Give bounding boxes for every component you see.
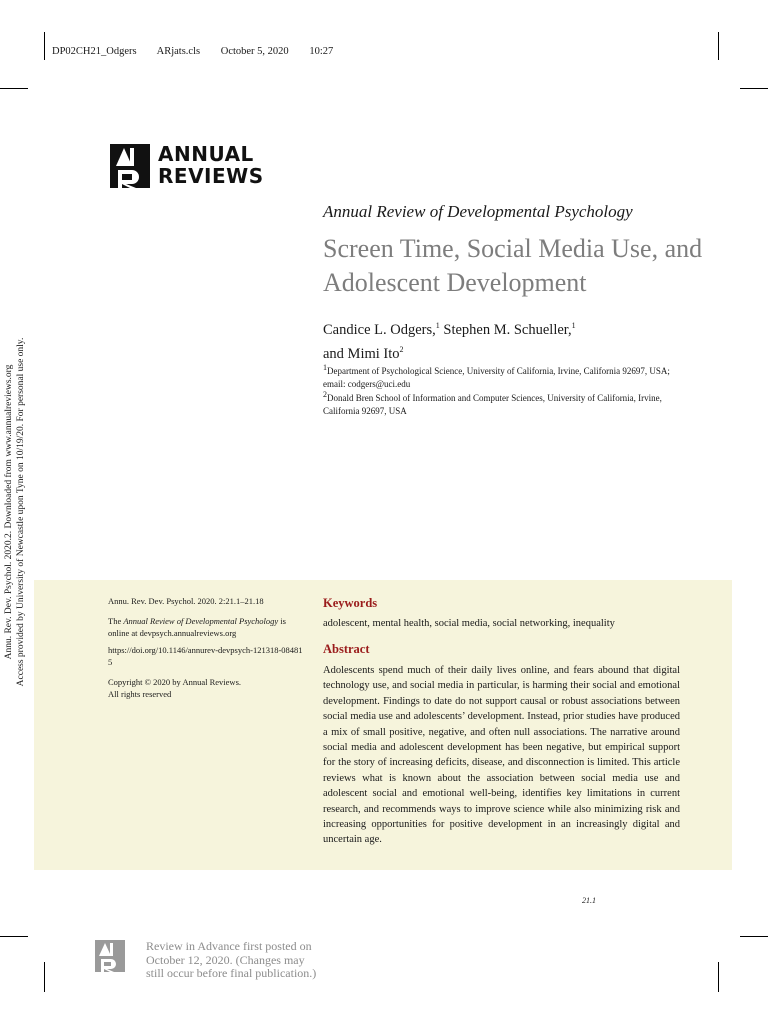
crop-mark xyxy=(740,88,768,89)
crop-mark xyxy=(44,32,45,60)
crop-mark xyxy=(0,936,28,937)
logo-line-annual: ANNUAL xyxy=(158,142,254,166)
abstract-text: Adolescents spend much of their daily lives online, and fears abound that digital technology use, and social media in particular, is harming their social and emotional development. Findings to date do not support causal or robust associations between social media use and adolescents’ development. Instead, prior studies have produced a mix of small positive, negative, and often null associations. The narrative around social media and adolescent development has been negative, but empirical support for the story of increasing deficits, disease, and disconnection is limited. This article reviews what is known about the association between social media use and adolescent social and emotional well-being, identifies key limitations in current research, and recommends ways to improve science while also minimizing risk and increasing opportunities for positive development in an increasingly digital and uncertain age. xyxy=(323,665,680,846)
citation: Annu. Rev. Dev. Psychol. 2020. 2:21.1–21.18 xyxy=(108,596,264,606)
download-notice: Annu. Rev. Dev. Psychol. 2020.2. Downloaded from www.annualreviews.org Access provided by University of Newcastle upon Tyne on 10/19/20. For personal use only. xyxy=(4,337,26,687)
crop-mark xyxy=(718,32,719,60)
page-number: 21.1 xyxy=(582,896,596,905)
author-sup: 1 xyxy=(435,321,440,330)
author-odgers: Candice L. Odgers, xyxy=(323,321,436,338)
slug-line xyxy=(52,46,351,57)
author-sup: 2 xyxy=(399,344,404,354)
crop-mark xyxy=(718,962,719,992)
keywords-heading: Keywords xyxy=(323,596,378,610)
crop-mark xyxy=(740,936,768,937)
slug-time: 10:27 xyxy=(309,46,334,57)
crop-mark xyxy=(0,88,28,89)
abstract-heading: Abstract xyxy=(323,642,370,656)
slug-file: DP02CH21_Odgers xyxy=(52,46,137,57)
doi-link[interactable]: https://doi.org/10.1146/annurev-devpsych-121318-084815 xyxy=(108,645,303,667)
annual-reviews-mark-icon xyxy=(95,940,125,972)
crop-mark xyxy=(44,962,45,992)
author-schueller: Stephen M. Schueller, xyxy=(439,321,572,338)
author-list xyxy=(323,316,576,364)
annual-reviews-logo-icon xyxy=(110,144,150,188)
annual-reviews-logo xyxy=(110,144,275,188)
slug-date: October 5, 2020 xyxy=(220,46,289,57)
affiliation-2: $^2$Donald Bren School of Information and Computer Sciences, University of California, Irvine, California 92697, USA xyxy=(323,390,662,416)
keywords: adolescent, mental health, social media, social networking, inequality xyxy=(323,618,615,629)
affiliation-1: $^1$Department of Psychological Science, University of California, Irvine, California 92697, USA; email: codgers@uci.edu xyxy=(323,363,670,389)
author-ito: and Mimi Ito xyxy=(323,345,400,362)
copyright: Copyright © 2020 by Annual Reviews. All rights reserved xyxy=(108,677,242,699)
article-title: Screen Time, Social Media Use, and Adolescent Development xyxy=(323,234,703,297)
review-in-advance-note: Review in Advance first posted on October 12, 2020. (Changes may still occur before final publication.) xyxy=(146,939,317,980)
logo-line-reviews: REVIEWS xyxy=(158,164,264,188)
slug-cls: ARjats.cls xyxy=(156,46,201,57)
online-note: The Annual Review of Developmental Psychology is online at devpsych.annualreviews.org xyxy=(108,616,286,638)
journal-name: Annual Review of Developmental Psychology xyxy=(323,202,633,221)
author-sup: 1 xyxy=(571,321,576,330)
